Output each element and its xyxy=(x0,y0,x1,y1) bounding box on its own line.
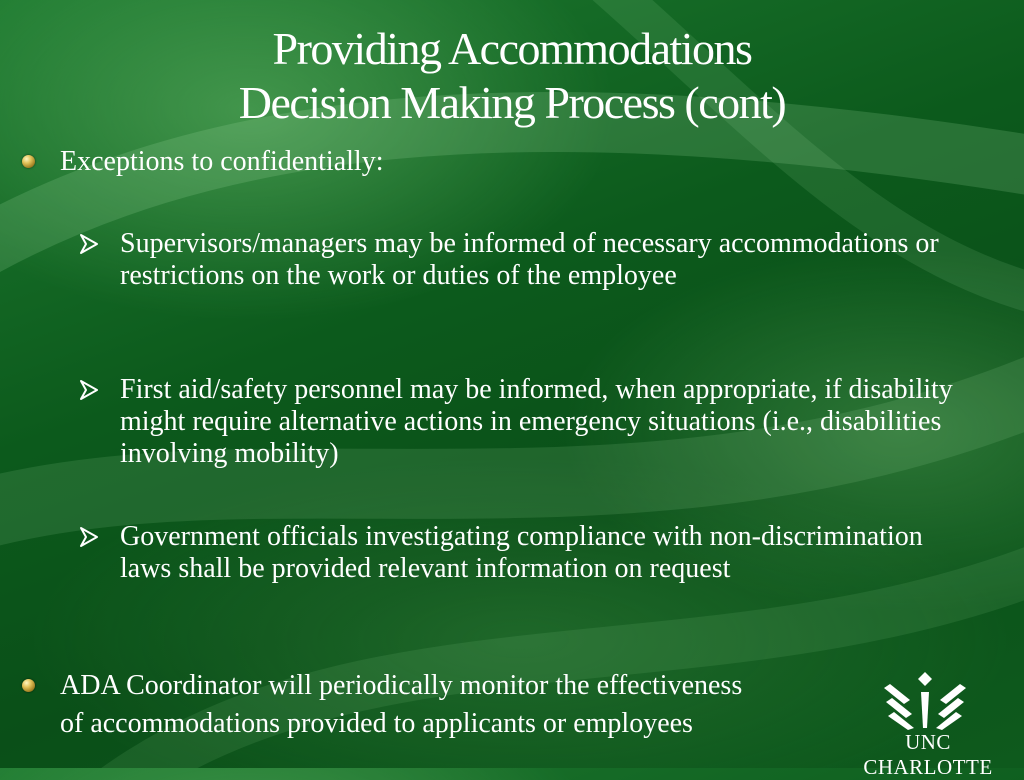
sub-bullet-text: Government officials investigating compliance with non-discrimination laws shall be provided relevant information on request xyxy=(120,521,923,584)
sub-bullet-item xyxy=(78,374,978,470)
bullet-text: ADA Coordinator will periodically monitor the effectiveness xyxy=(60,670,743,701)
bullet-item-ada-coordinator xyxy=(22,670,742,702)
arrow-bullet-icon xyxy=(78,233,100,255)
bullet-orb-icon xyxy=(22,155,35,168)
slide-title-line-1: Providing Accommodations xyxy=(272,23,752,74)
sub-bullet-item xyxy=(78,228,978,292)
arrow-bullet-icon xyxy=(78,526,100,548)
bullet-text: Exceptions to confidentially: xyxy=(60,146,384,177)
logo-text: UNC CHARLOTTE xyxy=(863,730,993,779)
sub-bullet-text: First aid/safety personnel may be informed, when appropriate, if disability might require alternative actions in emergency situations (i.e., disabilities involving mobility) xyxy=(120,374,953,469)
sub-bullet-item xyxy=(78,521,978,585)
slide-title xyxy=(0,22,1024,130)
sub-bullet-text: Supervisors/managers may be informed of necessary accommodations or restrictions on the work or duties of the employee xyxy=(120,228,939,291)
bullet-item-exceptions xyxy=(22,146,383,178)
bullet-text-continuation: of accommodations provided to applicants or employees xyxy=(60,708,693,739)
arrow-bullet-icon xyxy=(78,379,100,401)
bullet-orb-icon xyxy=(22,679,35,692)
slide-title-line-2: Decision Making Process (cont) xyxy=(238,77,786,128)
